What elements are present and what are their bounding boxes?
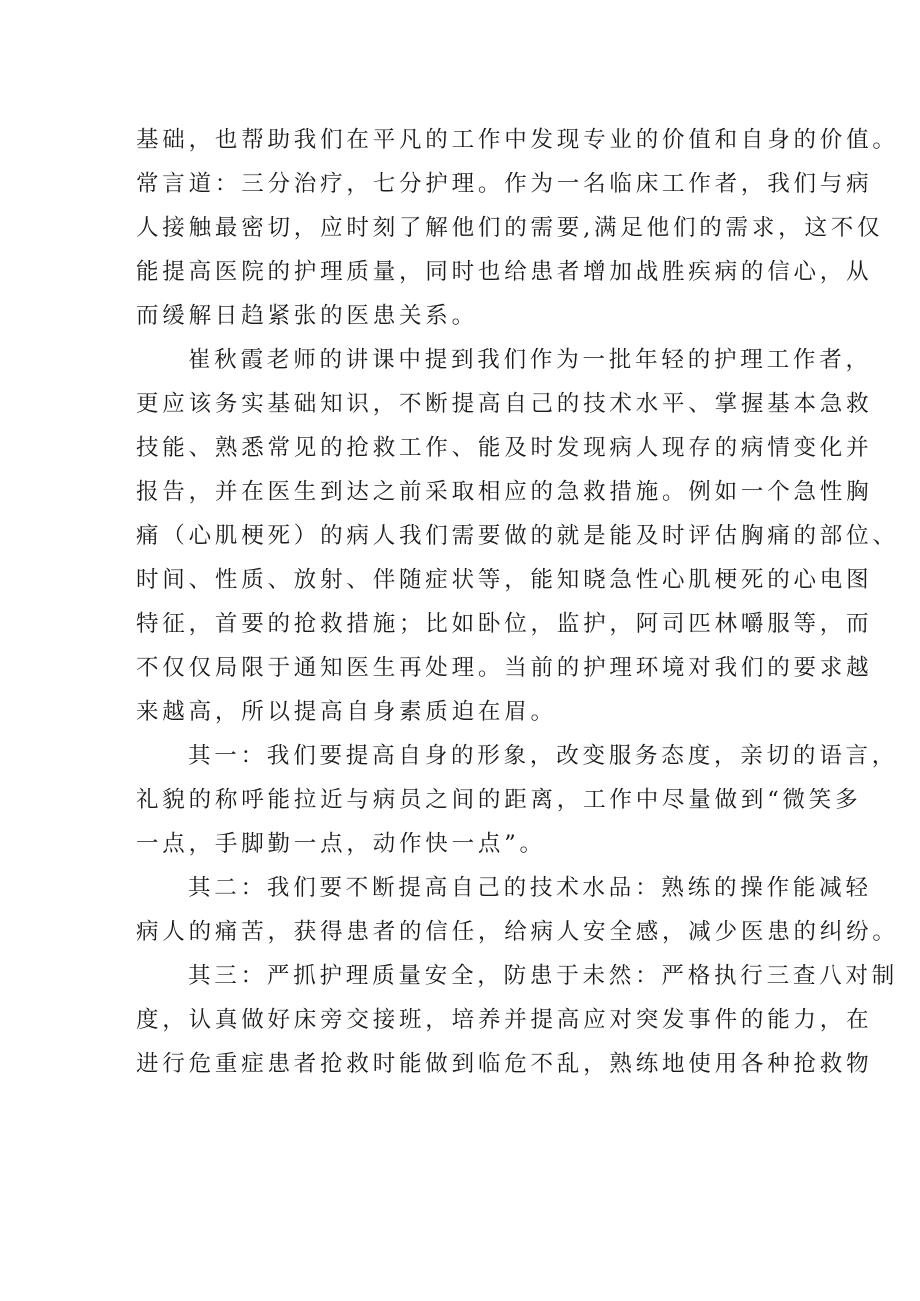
text-line: 能提高医院的护理质量，同时也给患者增加战胜疾病的信心，从 [136,259,873,285]
text-line: 而缓解日趋紧张的医患关系。 [136,303,478,329]
text-line: 痛（心肌梗死）的病人我们需要做的就是能及时评估胸痛的部位、 [136,523,899,549]
text-line: 病人的痛苦，获得患者的信任，给病人安全感，减少医患的纠纷。 [136,919,899,945]
text-line: 度，认真做好床旁交接班，培养并提高应对突发事件的能力，在 [136,1007,873,1033]
text-line: 常言道：三分治疗，七分护理。作为一名临床工作者，我们与病 [136,171,873,197]
paragraph-3 [136,734,899,866]
paragraph-4 [136,866,899,954]
text-line: 时间、性质、放射、伴随症状等，能知晓急性心肌梗死的心电图 [136,567,873,593]
text-line: 更应该务实基础知识，不断提高自己的技术水平、掌握基本急救 [136,391,873,417]
text-line: 来越高，所以提高自身素质迫在眉。 [136,699,557,725]
text-line: 其一：我们要提高自身的形象，改变服务态度，亲切的语言， [188,743,899,769]
text-line: 技能、熟悉常见的抢救工作、能及时发现病人现存的病情变化并 [136,435,873,461]
text-line: 礼貌的称呼能拉近与病员之间的距离，工作中尽量做到“微笑多 [136,787,862,813]
text-line: 不仅仅局限于通知医生再处理。当前的护理环境对我们的要求越 [136,655,873,681]
text-line: 进行危重症患者抢救时能做到临危不乱，熟练地使用各种抢救物 [136,1051,873,1077]
text-line: 人接触最密切，应时刻了解他们的需要,满足他们的需求，这不仅 [136,215,884,241]
paragraph-1 [136,118,899,338]
text-line: 报告，并在医生到达之前采取相应的急救措施。例如一个急性胸 [136,479,873,505]
paragraph-2 [136,338,899,734]
text-line: 特征，首要的抢救措施；比如卧位，监护，阿司匹林嚼服等，而 [136,611,873,637]
text-line: 其二：我们要不断提高自己的技术水品：熟练的操作能减轻 [188,875,872,901]
paragraph-5 [136,954,899,1086]
text-line: 基础，也帮助我们在平凡的工作中发现专业的价值和自身的价值。 [136,127,899,153]
text-line: 崔秋霞老师的讲课中提到我们作为一批年轻的护理工作者， [188,347,872,373]
text-line: 其三：严抓护理质量安全，防患于未然：严格执行三查八对制 [188,963,899,989]
text-line: 一点，手脚勤一点，动作快一点”。 [136,831,546,857]
